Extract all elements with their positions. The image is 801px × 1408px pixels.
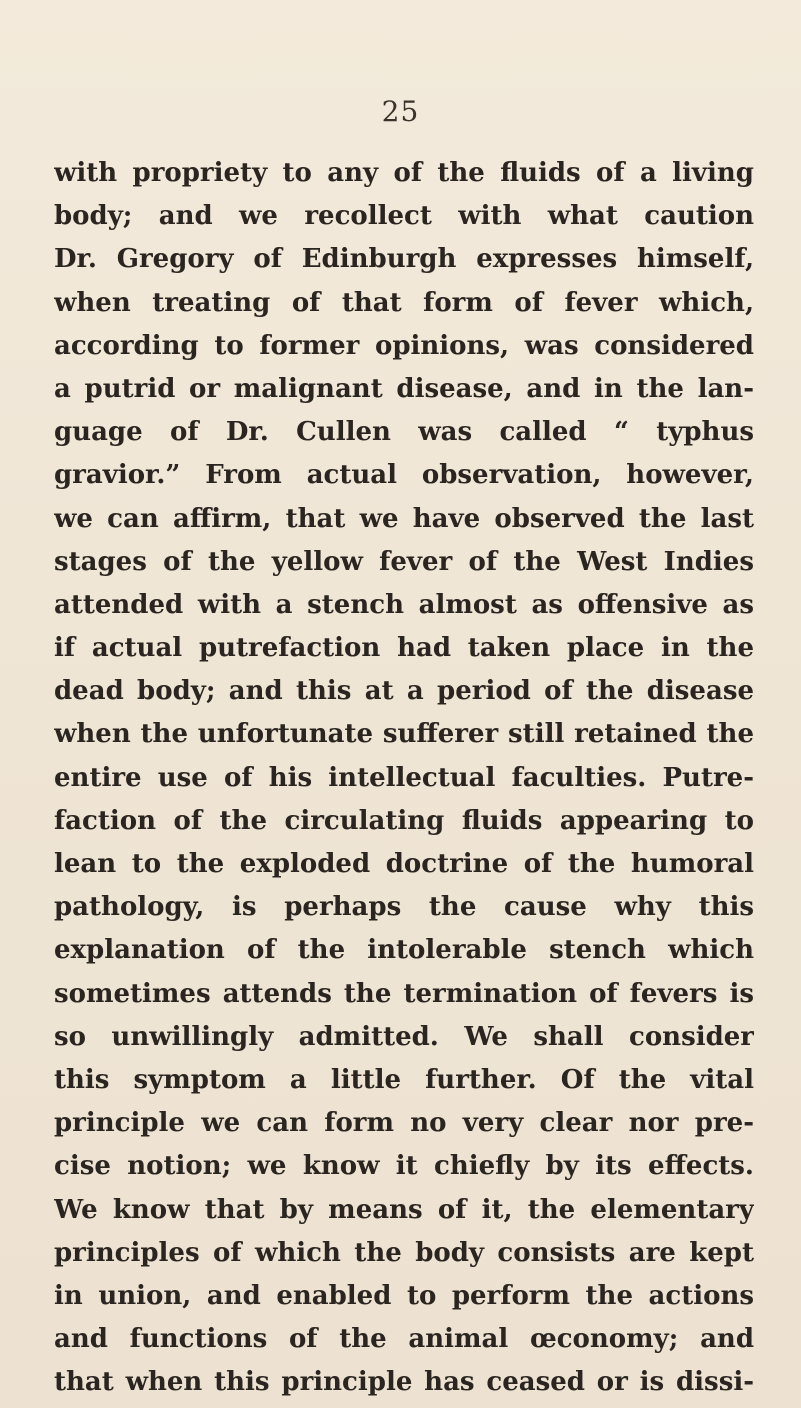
body-text — [54, 152, 754, 1404]
text-line: so unwillingly admitted. We shall consider — [54, 1021, 754, 1052]
text-line: in union, and enabled to perform the actions — [54, 1280, 754, 1311]
text-line: dead body; and this at a period of the disease — [54, 676, 754, 707]
text-line: attended with a stench almost as offensive as — [54, 589, 754, 620]
text-line: we can affirm, that we have observed the last — [54, 503, 754, 534]
text-line: Dr. Gregory of Edinburgh expresses himself, — [54, 244, 754, 275]
text-line: faction of the circulating fluids appearing to — [54, 805, 754, 836]
text-line: and functions of the animal œconomy; and — [54, 1324, 754, 1355]
text-line: cise notion; we know it chiefly by its effects. — [54, 1151, 754, 1182]
text-line: pathology, is perhaps the cause why this — [54, 892, 754, 923]
text-line: entire use of his intellectual faculties. Putre- — [54, 762, 754, 793]
page-number: 25 — [381, 95, 420, 128]
text-line: lean to the exploded doctrine of the humoral — [54, 849, 754, 879]
text-line: guage of Dr. Cullen was called “ typhus — [54, 417, 754, 448]
text-line: according to former opinions, was considered — [54, 330, 754, 361]
text-line: sometimes attends the termination of fevers is — [54, 978, 754, 1009]
text-line: principles of which the body consists are kept — [54, 1237, 754, 1268]
text-line: explanation of the intolerable stench which — [54, 935, 754, 966]
text-line: a putrid or malignant disease, and in the lan- — [54, 373, 754, 404]
text-line: gravior.” From actual observation, however, — [54, 460, 754, 491]
text-line: if actual putrefaction had taken place in the — [54, 633, 754, 664]
text-line: when treating of that form of fever which, — [54, 287, 754, 318]
text-line: stages of the yellow fever of the West Indies — [54, 546, 754, 577]
text-line: that when this principle has ceased or is dissi- — [54, 1367, 754, 1398]
text-line: principle we can form no very clear nor pre- — [54, 1108, 754, 1139]
text-line: when the unfortunate sufferer still retained the — [54, 719, 754, 750]
text-line: with propriety to any of the fluids of a living — [54, 158, 754, 188]
text-line: We know that by means of it, the elementary — [54, 1194, 754, 1225]
text-line: body; and we recollect with what caution — [54, 201, 754, 232]
text-line: this symptom a little further. Of the vital — [54, 1064, 754, 1095]
